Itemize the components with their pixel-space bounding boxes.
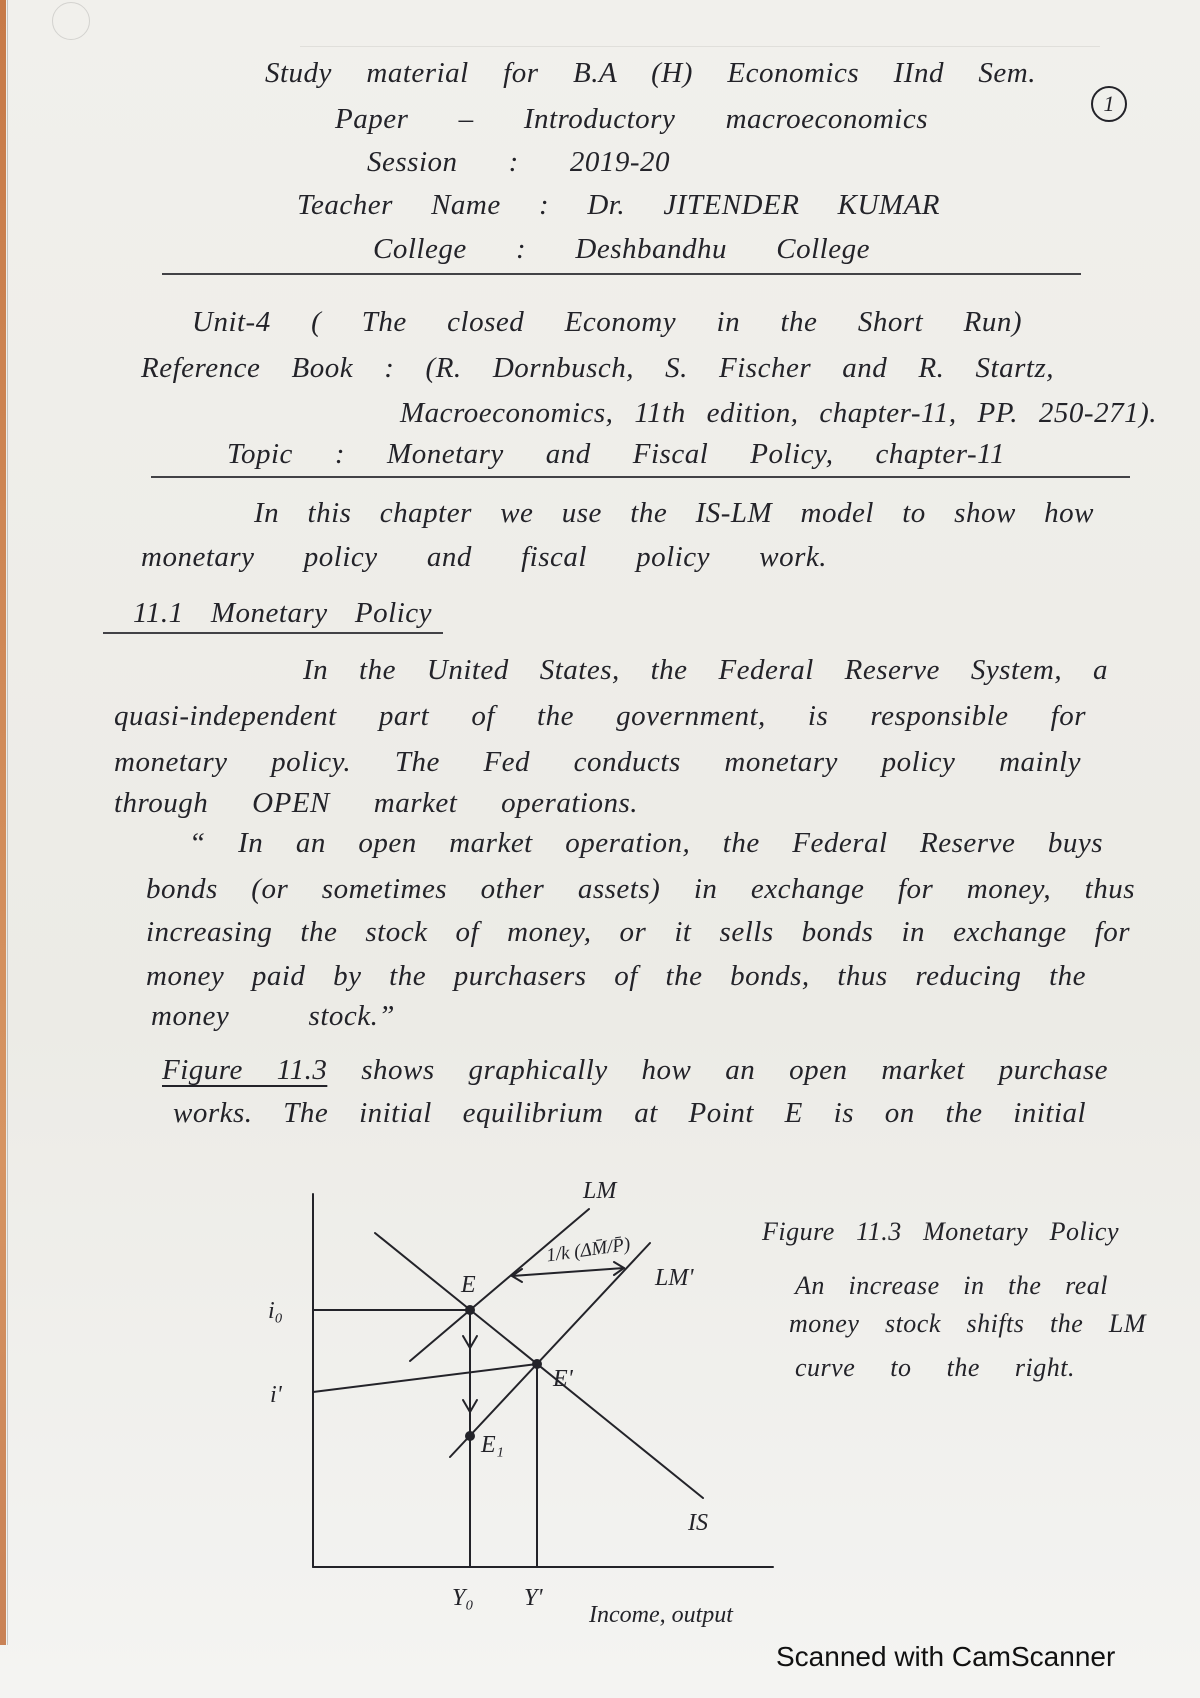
quote-line-5: money stock.” <box>151 1000 395 1032</box>
section-heading: 11.1 Monetary Policy <box>133 597 432 629</box>
lm-shifted-curve <box>450 1243 650 1457</box>
teacher-name: Teacher Name : Dr. JITENDER KUMAR <box>297 189 940 221</box>
initial-rate-label: i₀ <box>268 1298 284 1324</box>
point-e1 <box>465 1431 475 1441</box>
lm-label: LM <box>583 1178 617 1204</box>
point-e-shifted-label: E' <box>553 1366 573 1392</box>
point-e-shifted <box>532 1359 542 1369</box>
figure-caption-line-3: curve to the right. <box>795 1353 1075 1382</box>
new-income-label: Y' <box>524 1585 543 1611</box>
quote-line-2: bonds (or sometimes other assets) in exchange for money, thus <box>146 873 1135 905</box>
intro-line-1: In this chapter we use the IS-LM model to show how <box>254 497 1094 529</box>
reference-line-2: Macroeconomics, 11th edition, chapter-11, PP. 250-271). <box>400 397 1157 429</box>
lm-shift-label: 1/k (ΔM̄/P̄) <box>544 1233 632 1267</box>
figure-text-line-1-rest: shows graphically how an open market purchase <box>361 1054 1109 1086</box>
figure-text-line-2: works. The initial equilibrium at Point E is on the initial <box>173 1097 1086 1129</box>
point-e-label: E <box>461 1272 476 1298</box>
intro-line-2: monetary policy and fiscal policy work. <box>141 541 827 573</box>
new-rate-guide-line <box>313 1364 537 1392</box>
scanner-watermark: Scanned with CamScanner <box>776 1641 1116 1672</box>
x-axis-label: Income, output <box>589 1602 733 1628</box>
paper-name: Paper – Introductory macroeconomics <box>335 103 928 135</box>
paper-top-edge <box>300 46 1100 47</box>
unit-title: Unit-4 ( The closed Economy in the Short Run) <box>192 306 1022 338</box>
lm-shift-arrow <box>512 1268 624 1276</box>
figure-caption-line-1: An increase in the real <box>795 1271 1108 1300</box>
paragraph-line-3: monetary policy. The Fed conducts monetary policy mainly <box>114 746 1081 778</box>
quote-line-1: “ In an open market operation, the Federal Reserve buys <box>189 827 1103 859</box>
college-name: College : Deshbandhu College <box>373 233 870 265</box>
paragraph-line-4: through OPEN market operations. <box>114 787 638 819</box>
lm-shifted-label: LM' <box>655 1265 694 1291</box>
is-label: IS <box>688 1510 708 1536</box>
punch-hole-mark <box>52 2 90 40</box>
topic-divider <box>151 476 1130 478</box>
paragraph-line-2: quasi-independent part of the government, is responsible for <box>114 700 1086 732</box>
new-rate-label: i' <box>270 1382 282 1408</box>
is-lm-diagram <box>0 1150 800 1650</box>
session-line: Session : 2019-20 <box>367 146 670 178</box>
point-e <box>465 1305 475 1315</box>
topic-line: Topic : Monetary and Fiscal Policy, chapter-11 <box>227 438 1005 470</box>
figure-caption-line-2: money stock shifts the LM <box>789 1309 1146 1338</box>
figure-text-line-1 <box>162 1052 1108 1088</box>
header-divider <box>162 273 1081 275</box>
page-number-badge: 1 <box>1091 86 1127 122</box>
document-title: Study material for B.A (H) Economics IInd Sem. <box>265 57 1036 89</box>
figure-reference: Figure 11.3 <box>162 1054 328 1086</box>
quote-line-4: money paid by the purchasers of the bonds, thus reducing the <box>146 960 1086 992</box>
quote-line-3: increasing the stock of money, or it sells bonds in exchange for <box>146 916 1130 948</box>
paragraph-line-1: In the United States, the Federal Reserve System, a <box>303 654 1108 686</box>
initial-income-label: Y₀ <box>452 1585 474 1611</box>
point-e1-label: E₁ <box>481 1432 505 1458</box>
section-heading-underline <box>103 632 443 634</box>
reference-line-1: Reference Book : (R. Dornbusch, S. Fischer and R. Startz, <box>141 352 1054 384</box>
figure-caption-title: Figure 11.3 Monetary Policy <box>762 1217 1119 1246</box>
